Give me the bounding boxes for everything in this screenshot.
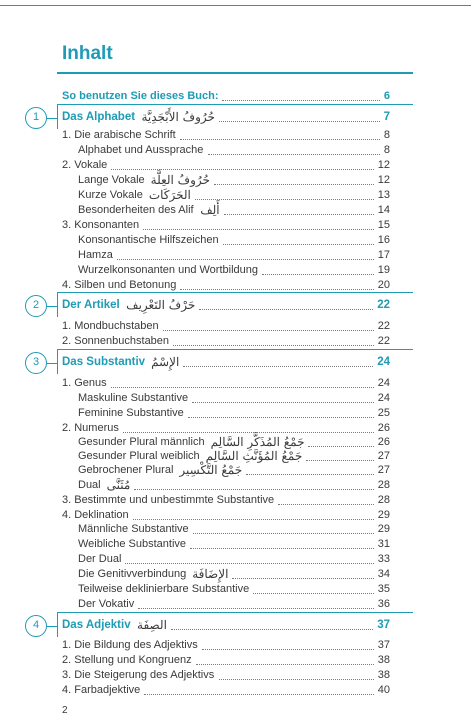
toc-entry-arabic: الحَرَكَات [148, 188, 191, 202]
toc-entry-label: Alphabet und Aussprache [78, 144, 204, 156]
toc-entry-label: Hamza [78, 249, 113, 261]
toc-entry-label: Feminine Substantive [78, 407, 184, 419]
leader-dots [224, 214, 374, 215]
toc-entry[interactable] [0, 158, 471, 173]
leader-dots [183, 366, 373, 367]
leader-dots [253, 593, 374, 594]
toc-entry[interactable] [0, 233, 471, 248]
toc-entry-label: Gesunder Plural männlich [78, 436, 205, 448]
section-rule [57, 292, 413, 293]
toc-entry-label: Besonderheiten des Alif [78, 204, 194, 216]
toc-section-heading[interactable] [0, 110, 471, 125]
section-connector [47, 306, 57, 307]
toc-page-number: 22 [377, 299, 390, 311]
toc-entry-label: 1. Die arabische Schrift [62, 129, 176, 141]
toc-entry-label: Konsonantische Hilfszeichen [78, 234, 219, 246]
toc-entry-label: Wurzelkonsonanten und Wortbildung [78, 264, 258, 276]
section-number-badge: 1 [25, 107, 47, 129]
leader-dots [219, 121, 380, 122]
leader-dots [306, 460, 373, 461]
toc-entry[interactable] [0, 391, 471, 406]
toc-entry[interactable] [0, 508, 471, 523]
toc-entry-arabic: حُرُوفُ الأَبْجَدِيَّة [141, 110, 215, 124]
toc-entry[interactable] [0, 143, 471, 158]
leader-dots [196, 664, 374, 665]
leader-dots [173, 345, 374, 346]
toc-section-heading[interactable] [0, 355, 471, 370]
toc-entry[interactable] [0, 449, 471, 464]
toc-entry[interactable] [0, 319, 471, 334]
leader-dots [246, 474, 374, 475]
toc-entry-arabic: حُرُوفُ العِلَّة [150, 173, 210, 187]
toc-section-heading[interactable] [0, 618, 471, 633]
toc-entry[interactable] [0, 218, 471, 233]
toc-entry[interactable] [0, 421, 471, 436]
toc-entry[interactable] [0, 248, 471, 263]
leader-dots [219, 679, 374, 680]
toc-page-number: 22 [377, 335, 390, 347]
toc-entry-arabic: الإِضَافَة [192, 567, 229, 581]
toc-entry-label: Der Dual [78, 553, 122, 565]
leader-dots [171, 629, 373, 630]
toc-page-number: 28 [377, 479, 390, 491]
toc-page-number: 19 [377, 264, 390, 276]
toc-entry-label: Gebrochener Plural [78, 464, 174, 476]
toc-page-number: 36 [377, 598, 390, 610]
toc-entry[interactable] [0, 278, 471, 293]
leader-dots [111, 169, 374, 170]
toc-entry-label: 2. Sonnenbuchstaben [62, 335, 170, 347]
toc-entry-label: Der Vokativ [78, 598, 135, 610]
section-rule [57, 349, 413, 350]
leader-dots [262, 274, 374, 275]
toc-page-number: 13 [377, 189, 390, 201]
toc-page-number: 37 [377, 639, 390, 651]
toc-page-number: 24 [377, 392, 390, 404]
toc-entry[interactable] [0, 406, 471, 421]
toc-page-number: 7 [383, 111, 390, 123]
toc-entry-label: Die Genitivverbindung [78, 568, 187, 580]
toc-entry-label: 1. Genus [62, 377, 107, 389]
toc-entry-arabic: جَمْعُ المُذَكَّرِ السَّالِم [210, 435, 305, 449]
toc-section-heading[interactable] [0, 298, 471, 313]
leader-dots [199, 309, 373, 310]
toc-page-number: 24 [377, 377, 390, 389]
leader-dots [117, 259, 374, 260]
toc-entry-label: 4. Silben und Betonung [62, 279, 177, 291]
page-title: Inhalt [62, 43, 113, 64]
toc-page-number: 33 [377, 553, 390, 565]
toc-page-number: 34 [377, 568, 390, 580]
toc-entry[interactable] [0, 668, 471, 683]
leader-dots [138, 608, 374, 609]
toc-entry[interactable] [0, 435, 471, 450]
section-rule [57, 104, 413, 105]
toc-entry-label: So benutzen Sie dieses Buch: [62, 90, 219, 102]
section-side-rule [57, 349, 58, 374]
leader-dots [222, 100, 379, 101]
toc-page-number: 6 [383, 90, 390, 102]
toc-entry[interactable] [0, 522, 471, 537]
toc-entry[interactable] [0, 537, 471, 552]
toc-entry-label: Der Artikel [62, 299, 120, 311]
section-number-badge: 2 [25, 295, 47, 317]
toc-page-number: 22 [377, 320, 390, 332]
leader-dots [180, 289, 373, 290]
toc-entry[interactable] [0, 493, 471, 508]
toc-entry[interactable] [0, 463, 471, 478]
toc-entry-label: 3. Die Steigerung des Adjektivs [62, 669, 215, 681]
toc-page-number: 20 [377, 279, 390, 291]
toc-page-number: 38 [377, 669, 390, 681]
toc-entry[interactable] [0, 597, 471, 612]
section-connector [47, 626, 57, 627]
toc-entry[interactable] [0, 376, 471, 391]
page-number: 2 [62, 705, 68, 716]
toc-entry-label: Das Alphabet [62, 111, 136, 123]
toc-page-number: 8 [383, 129, 390, 141]
section-connector [47, 118, 57, 119]
toc-entry-label: Gesunder Plural weiblich [78, 450, 200, 462]
leader-dots [123, 432, 374, 433]
toc-entry-label: 4. Farbadjektive [62, 684, 141, 696]
section-side-rule [57, 612, 58, 637]
toc-entry-label: Das Adjektiv [62, 619, 131, 631]
leader-dots [163, 330, 374, 331]
toc-entry-label: 1. Die Bildung des Adjektivs [62, 639, 198, 651]
toc-entry[interactable] [0, 263, 471, 278]
leader-dots [143, 229, 374, 230]
section-rule [57, 612, 413, 613]
leader-dots [278, 504, 374, 505]
toc-page-number: 8 [383, 144, 390, 156]
toc-page-number: 35 [377, 583, 390, 595]
leader-dots [111, 387, 374, 388]
leader-dots [208, 154, 380, 155]
section-number-badge: 4 [25, 615, 47, 637]
leader-dots [232, 578, 373, 579]
toc-page-number: 12 [377, 174, 390, 186]
toc-page-number: 12 [377, 159, 390, 171]
leader-dots [180, 139, 380, 140]
leader-dots [214, 184, 374, 185]
leader-dots [223, 244, 374, 245]
toc-entry-label: Dual [78, 479, 101, 491]
leader-dots [188, 417, 374, 418]
toc-entry[interactable] [0, 478, 471, 493]
toc-entry-arabic: الإِسْمُ [151, 355, 180, 369]
toc-entry-arabic: مُثَنَّى [106, 478, 131, 492]
toc-page-number: 24 [377, 356, 390, 368]
toc-entry-label: Das Substantiv [62, 356, 146, 368]
toc-entry-label: 3. Konsonanten [62, 219, 140, 231]
toc-entry[interactable] [0, 638, 471, 653]
leader-dots [195, 199, 374, 200]
leader-dots [125, 563, 373, 564]
toc-entry-label: Teilweise deklinierbare Substantive [78, 583, 250, 595]
toc-entry[interactable] [0, 203, 471, 218]
toc-page-number: 37 [377, 619, 390, 631]
toc-entry-arabic: أَلِف [200, 203, 220, 217]
toc-entry-label: 3. Bestimmte und unbestimmte Substantive [62, 494, 275, 506]
toc-page-number: 16 [377, 234, 390, 246]
toc-entry-label: Kurze Vokale [78, 189, 143, 201]
toc-page-number: 15 [377, 219, 390, 231]
toc-page-number: 27 [377, 464, 390, 476]
toc-page-number: 27 [377, 450, 390, 462]
toc-entry[interactable] [0, 683, 471, 698]
leader-dots [192, 402, 374, 403]
section-connector [47, 363, 57, 364]
toc-page-number: 38 [377, 654, 390, 666]
toc-entry[interactable] [0, 653, 471, 668]
toc-entry-label: Männliche Substantive [78, 523, 189, 535]
toc-entry-label: 2. Stellung und Kongruenz [62, 654, 192, 666]
leader-dots [133, 519, 374, 520]
toc-entry[interactable] [0, 128, 471, 143]
toc-page-number: 29 [377, 523, 390, 535]
toc-entry-label: Lange Vokale [78, 174, 145, 186]
toc-page-number: 25 [377, 407, 390, 419]
toc-page-number: 31 [377, 538, 390, 550]
toc-entry-arabic: حَرْفُ التَعْرِيف [126, 298, 196, 312]
toc-page-number: 26 [377, 422, 390, 434]
toc-entry[interactable] [0, 188, 471, 203]
toc-entry[interactable] [0, 89, 471, 104]
section-number-badge: 3 [25, 352, 47, 374]
toc-page-number: 28 [377, 494, 390, 506]
toc-entry-label: 2. Numerus [62, 422, 119, 434]
toc-entry[interactable] [0, 567, 471, 582]
toc-entry[interactable] [0, 173, 471, 188]
toc-entry-label: 2. Vokale [62, 159, 108, 171]
leader-dots [193, 533, 374, 534]
toc-entry-arabic: جَمْعُ التَّكْسِير [179, 463, 243, 477]
section-side-rule [57, 292, 58, 317]
toc-entry[interactable] [0, 552, 471, 567]
leader-dots [134, 489, 373, 490]
toc-entry[interactable] [0, 334, 471, 349]
leader-dots [308, 446, 373, 447]
toc-entry-label: 4. Deklination [62, 509, 129, 521]
toc-entry[interactable] [0, 582, 471, 597]
toc-page-number: 17 [377, 249, 390, 261]
toc-page-number: 29 [377, 509, 390, 521]
leader-dots [190, 548, 374, 549]
toc-entry-arabic: الصِفَة [137, 618, 167, 632]
toc-page-number: 40 [377, 684, 390, 696]
toc-page-number: 14 [377, 204, 390, 216]
leader-dots [144, 694, 374, 695]
toc-entry-label: Weibliche Substantive [78, 538, 187, 550]
toc-page-number: 26 [377, 436, 390, 448]
toc-entry-label: Maskuline Substantive [78, 392, 189, 404]
section-side-rule [57, 104, 58, 129]
toc-entry-arabic: جَمْعُ المُؤَنَّثِ السَّالِم [205, 449, 303, 463]
leader-dots [202, 649, 373, 650]
toc-entry-label: 1. Mondbuchstaben [62, 320, 159, 332]
